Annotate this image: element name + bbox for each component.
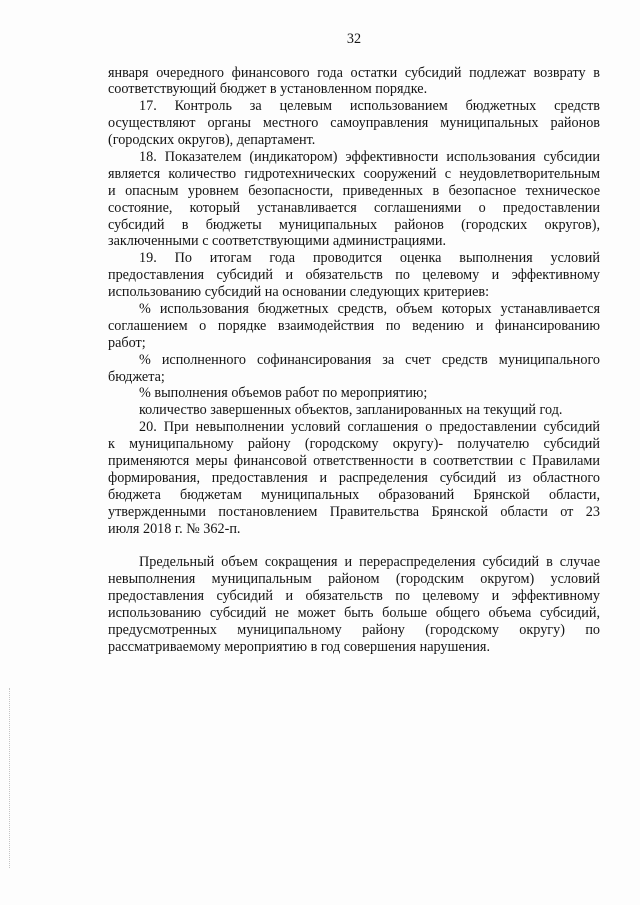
page-number: 32	[346, 31, 362, 47]
text-line: 18. Показателем (индикатором) эффективности использования субсидии	[139, 148, 600, 165]
text-line: осуществляют органы местного самоуправления муниципальных районов	[108, 115, 600, 132]
text-line: % исполненного софинансирования за счет средств муниципального	[139, 351, 600, 368]
text-line: предоставления субсидий и обязательств по целевому и эффективному	[108, 588, 600, 605]
paragraph-20	[108, 419, 600, 537]
paragraph	[108, 65, 600, 99]
text-line: использованию субсидий не может быть больше общего объема субсидий,	[108, 605, 600, 621]
criterion-work-volume	[108, 385, 600, 402]
paragraph-limit	[108, 554, 600, 655]
paragraph-19	[108, 250, 600, 301]
text-line: к муниципальному району (городскому округу)- получателю субсидий	[108, 436, 600, 453]
text-line: невыполнения муниципальным районом (городским округом) условий	[108, 571, 600, 588]
criterion-budget-funds	[108, 301, 600, 352]
text-line: формирования, предоставления и распределения субсидий из областного	[108, 469, 600, 486]
body-text	[108, 65, 600, 656]
text-line: утвержденными постановлением Правительства Брянской области от 23	[108, 503, 600, 520]
text-line: субсидий в бюджеты муниципальных районов (городских округов),	[108, 216, 600, 233]
criterion-completed-objects	[108, 402, 600, 419]
text-line: 19. По итогам года проводится оценка выполнения условий	[139, 250, 600, 267]
text-line: работ;	[108, 334, 146, 351]
scan-artifact	[9, 688, 10, 868]
text-line: соглашением о порядке взаимодействия по ведению и финансированию	[108, 317, 600, 334]
text-line: % использования бюджетных средств, объем которых устанавливается	[139, 300, 600, 317]
text-line: предусмотренных муниципальному району (городскому округу) по	[108, 621, 600, 638]
text-line: применяются меры финансовой ответственности в соответствии с Правилами	[108, 452, 600, 469]
text-line: состояние, который устанавливается соглашениями о предоставлении	[108, 199, 600, 216]
text-line: заключенными с соответствующими администрациями.	[108, 233, 447, 250]
text-line: является количество гидротехнических сооружений с неудовлетворительным	[108, 165, 600, 182]
text-line: бюджета бюджетам муниципальных образований Брянской области,	[108, 486, 600, 503]
text-line: и опасным уровнем безопасности, приведенных в безопасное техническое	[108, 182, 600, 199]
text-line: рассматриваемому мероприятию в год совершения нарушения.	[108, 638, 490, 655]
text-line: использованию субсидий на основании следующих критериев:	[108, 284, 490, 301]
text-line: 17. Контроль за целевым использованием бюджетных средств	[139, 98, 600, 115]
criterion-cofinancing	[108, 352, 600, 386]
text-line: (городских округов), департамент.	[108, 132, 316, 149]
paragraph-17	[108, 98, 600, 149]
text-line: бюджета;	[108, 368, 165, 385]
text-line: января очередного финансового года остатки субсидий подлежат возврату в	[108, 64, 600, 81]
text-line: соответствующий бюджет в установленном порядке.	[108, 81, 428, 98]
text-line: % выполнения объемов работ по мероприятию;	[139, 385, 428, 402]
text-line: июля 2018 г. № 362-п.	[108, 520, 241, 537]
blank-line	[108, 537, 600, 554]
paragraph-18	[108, 149, 600, 250]
text-line: Предельный объем сокращения и перераспределения субсидий в случае	[139, 554, 600, 571]
text-line: 20. При невыполнении условий соглашения о предоставлении субсидий	[139, 419, 600, 436]
text-line: предоставления субсидий и обязательств по целевому и эффективному	[108, 267, 600, 284]
text-line: количество завершенных объектов, запланированных на текущий год.	[139, 402, 563, 419]
